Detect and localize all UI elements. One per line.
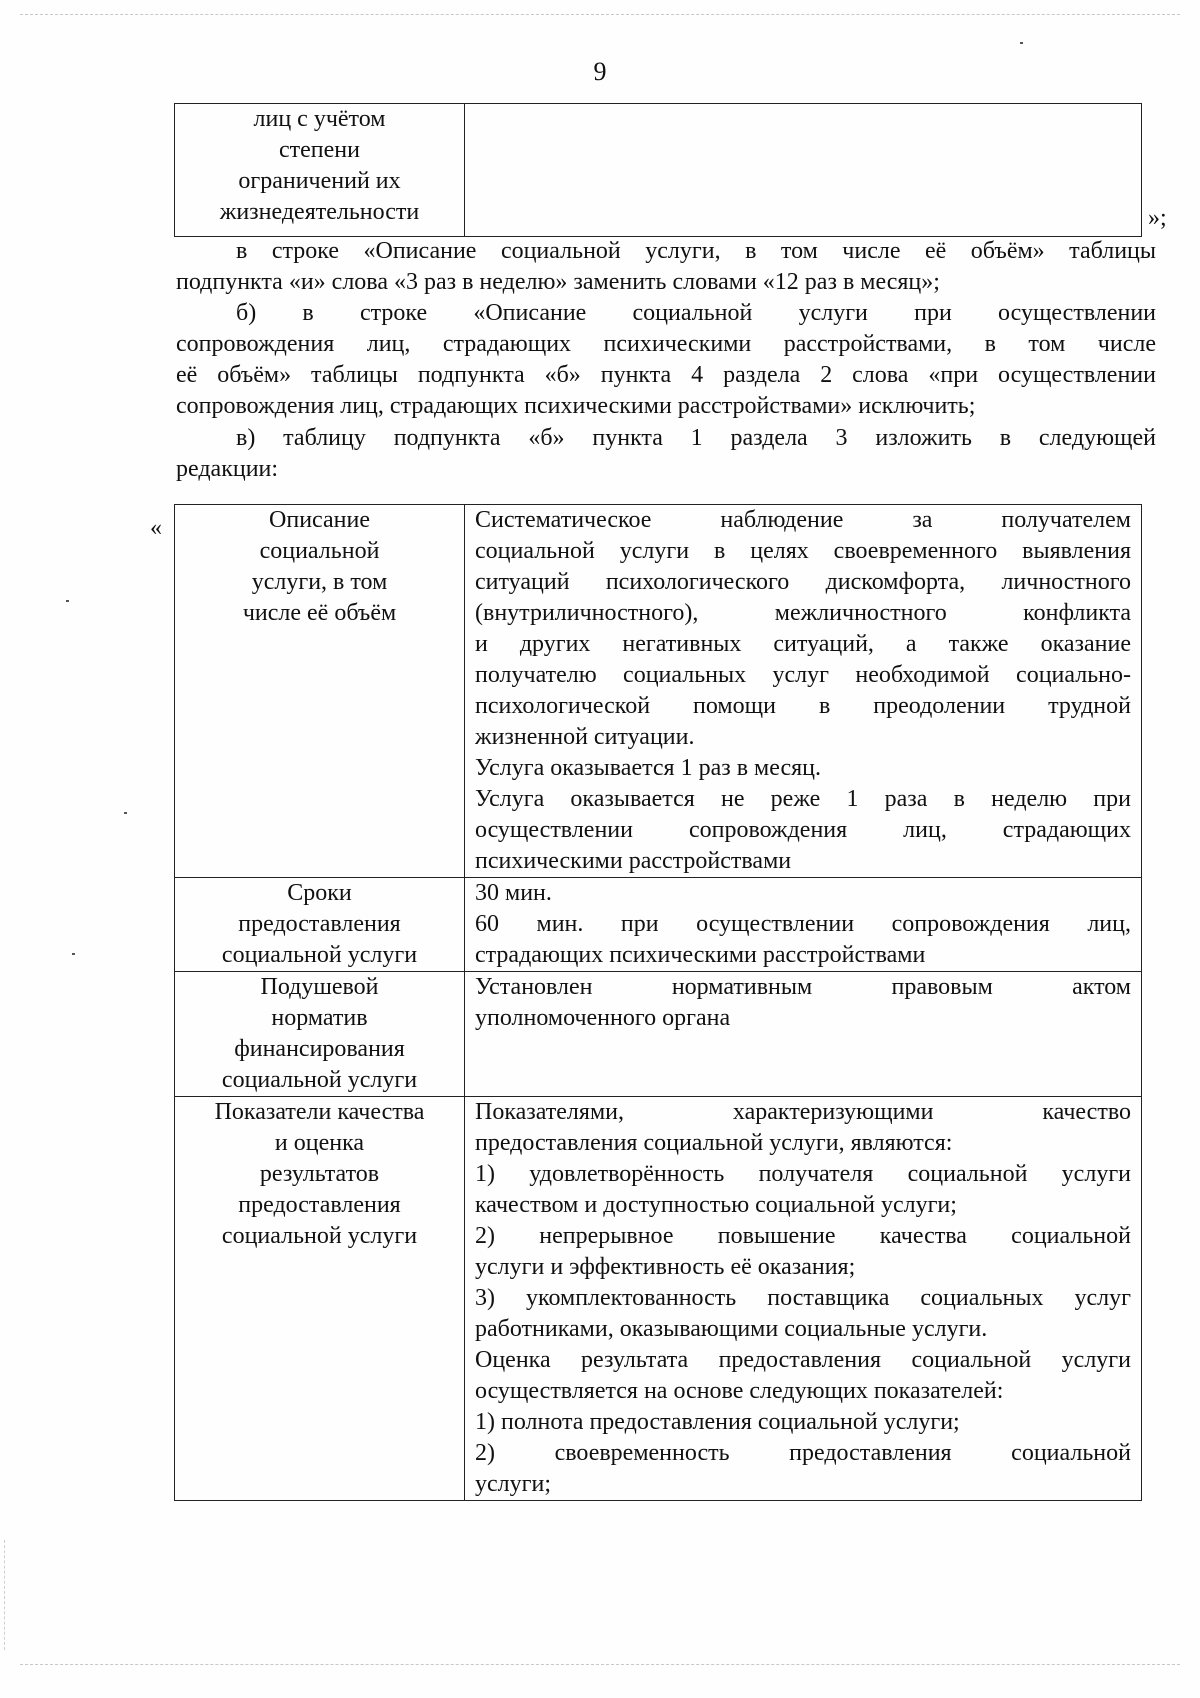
content-line: Установлен нормативным правовым актом	[475, 974, 1131, 1000]
scan-speck	[124, 812, 127, 814]
paragraph-line: б) в строке «Описание социальной услуги при осуществлении	[236, 300, 1156, 326]
row-label	[175, 972, 465, 1097]
label-line: предоставления	[238, 1192, 401, 1218]
paragraph-line: в) таблицу подпункта «б» пункта 1 раздела 3 изложить в следующей	[236, 425, 1156, 451]
label-line: социальной услуги	[221, 1067, 418, 1093]
content-line: 30 мин.	[475, 880, 552, 906]
content-line: Услуга оказывается не реже 1 раза в неделю при	[475, 786, 1131, 812]
paragraph-line: сопровождения лиц, страдающих психическими расстройствами» исключить;	[176, 393, 976, 419]
content-line: страдающих психическими расстройствами	[475, 942, 926, 968]
content-line: (внутриличностного), межличностного конфликта	[475, 600, 1131, 626]
table-row	[175, 972, 1142, 1097]
content-line: Систематическое наблюдение за получателем	[475, 507, 1131, 533]
content-line: психическими расстройствами	[475, 848, 792, 874]
content-line: 2) непрерывное повышение качества социальной	[475, 1223, 1131, 1249]
page-number: 9	[593, 57, 607, 86]
scan-speck	[1020, 42, 1023, 44]
content-line: осуществлении сопровождения лиц, страдающих	[475, 817, 1131, 843]
content-line: и других негативных ситуаций, а также оказание	[475, 631, 1131, 657]
label-line: социальной	[259, 538, 380, 564]
table-row	[175, 878, 1142, 972]
label-line: лиц с учётом	[253, 106, 386, 132]
row-content	[465, 1097, 1142, 1501]
row-content	[465, 104, 1142, 237]
scan-edge-bottom	[20, 1664, 1180, 1665]
content-line: 3) укомплектованность поставщика социальных услуг	[475, 1285, 1131, 1311]
content-line: 1) полнота предоставления социальной услуги;	[475, 1409, 960, 1435]
label-line: социальной услуги	[221, 1223, 418, 1249]
label-line: результатов	[259, 1161, 380, 1187]
row-content	[465, 505, 1142, 878]
row-label	[175, 505, 465, 878]
label-line: предоставления	[238, 911, 401, 937]
label-line: числе её объём	[242, 600, 397, 626]
table-row	[175, 505, 1142, 878]
closing-quote-mark: »;	[1148, 205, 1167, 231]
opening-quote-mark: «	[150, 515, 162, 541]
content-line: качеством и доступностью социальной услуги;	[475, 1192, 957, 1218]
table-row	[175, 104, 1142, 237]
content-line: психологической помощи в преодолении трудной	[475, 693, 1131, 719]
label-line: Сроки	[287, 880, 352, 906]
content-line: 2) своевременность предоставления социальной	[475, 1440, 1131, 1466]
content-line: 1) удовлетворённость получателя социальной услуги	[475, 1161, 1131, 1187]
content-line: социальной услуги в целях своевременного выявления	[475, 538, 1131, 564]
content-line: жизненной ситуации.	[475, 724, 695, 750]
row-label	[175, 104, 465, 237]
paragraph-amendment-b	[176, 298, 1156, 422]
label-line: жизнедеятельности	[219, 199, 420, 225]
paragraph-line: сопровождения лиц, страдающих психическими расстройствами, в том числе	[176, 331, 1156, 357]
label-line: степени	[279, 137, 360, 163]
main-table	[174, 504, 1142, 1501]
table-row	[175, 1097, 1142, 1501]
top-table	[174, 103, 1142, 237]
scan-speck	[72, 953, 75, 955]
content-line: Услуга оказывается 1 раз в месяц.	[475, 755, 822, 781]
paragraph-line: подпункта «и» слова «3 раз в неделю» заменить словами «12 раз в месяц»;	[176, 269, 940, 295]
content-line: осуществляется на основе следующих показателей:	[475, 1378, 1004, 1404]
paragraph-line: редакции:	[176, 456, 279, 482]
label-line: ограничений их	[238, 168, 401, 194]
label-line: финансирования	[234, 1036, 405, 1062]
scan-speck	[66, 600, 69, 602]
paragraph-amendment-a	[176, 236, 1156, 298]
content-line: услуги и эффективность её оказания;	[475, 1254, 856, 1280]
content-line: работниками, оказывающими социальные услуги.	[475, 1316, 988, 1342]
row-content	[465, 878, 1142, 972]
paragraph-line: её объём» таблицы подпункта «б» пункта 4 раздела 2 слова «при осуществлении	[176, 362, 1156, 388]
row-content	[465, 972, 1142, 1097]
content-line: Оценка результата предоставления социальной услуги	[475, 1347, 1131, 1373]
label-line: Описание	[269, 507, 370, 533]
label-line: услуги, в том	[251, 569, 388, 595]
label-line: Показатели качества	[214, 1099, 425, 1125]
content-line: 60 мин. при осуществлении сопровождения лиц,	[475, 911, 1131, 937]
content-line: предоставления социальной услуги, являются:	[475, 1130, 953, 1156]
scan-edge-top	[20, 14, 1180, 15]
content-line: уполномоченного органа	[475, 1005, 731, 1031]
label-line: и оценка	[274, 1130, 365, 1156]
content-line: ситуаций психологического дискомфорта, личностного	[475, 569, 1131, 595]
content-line: услуги;	[475, 1471, 551, 1497]
label-line: социальной услуги	[221, 942, 418, 968]
content-line: получателю социальных услуг необходимой социально-	[475, 662, 1131, 688]
label-line: норматив	[271, 1005, 368, 1031]
row-label	[175, 878, 465, 972]
row-label	[175, 1097, 465, 1501]
label-line: Подушевой	[260, 974, 379, 1000]
content-line: Показателями, характеризующими качество	[475, 1099, 1131, 1125]
scan-edge-left	[4, 1540, 5, 1650]
paragraph-line: в строке «Описание социальной услуги, в том числе её объём» таблицы	[236, 238, 1156, 264]
paragraph-amendment-c	[176, 423, 1156, 485]
